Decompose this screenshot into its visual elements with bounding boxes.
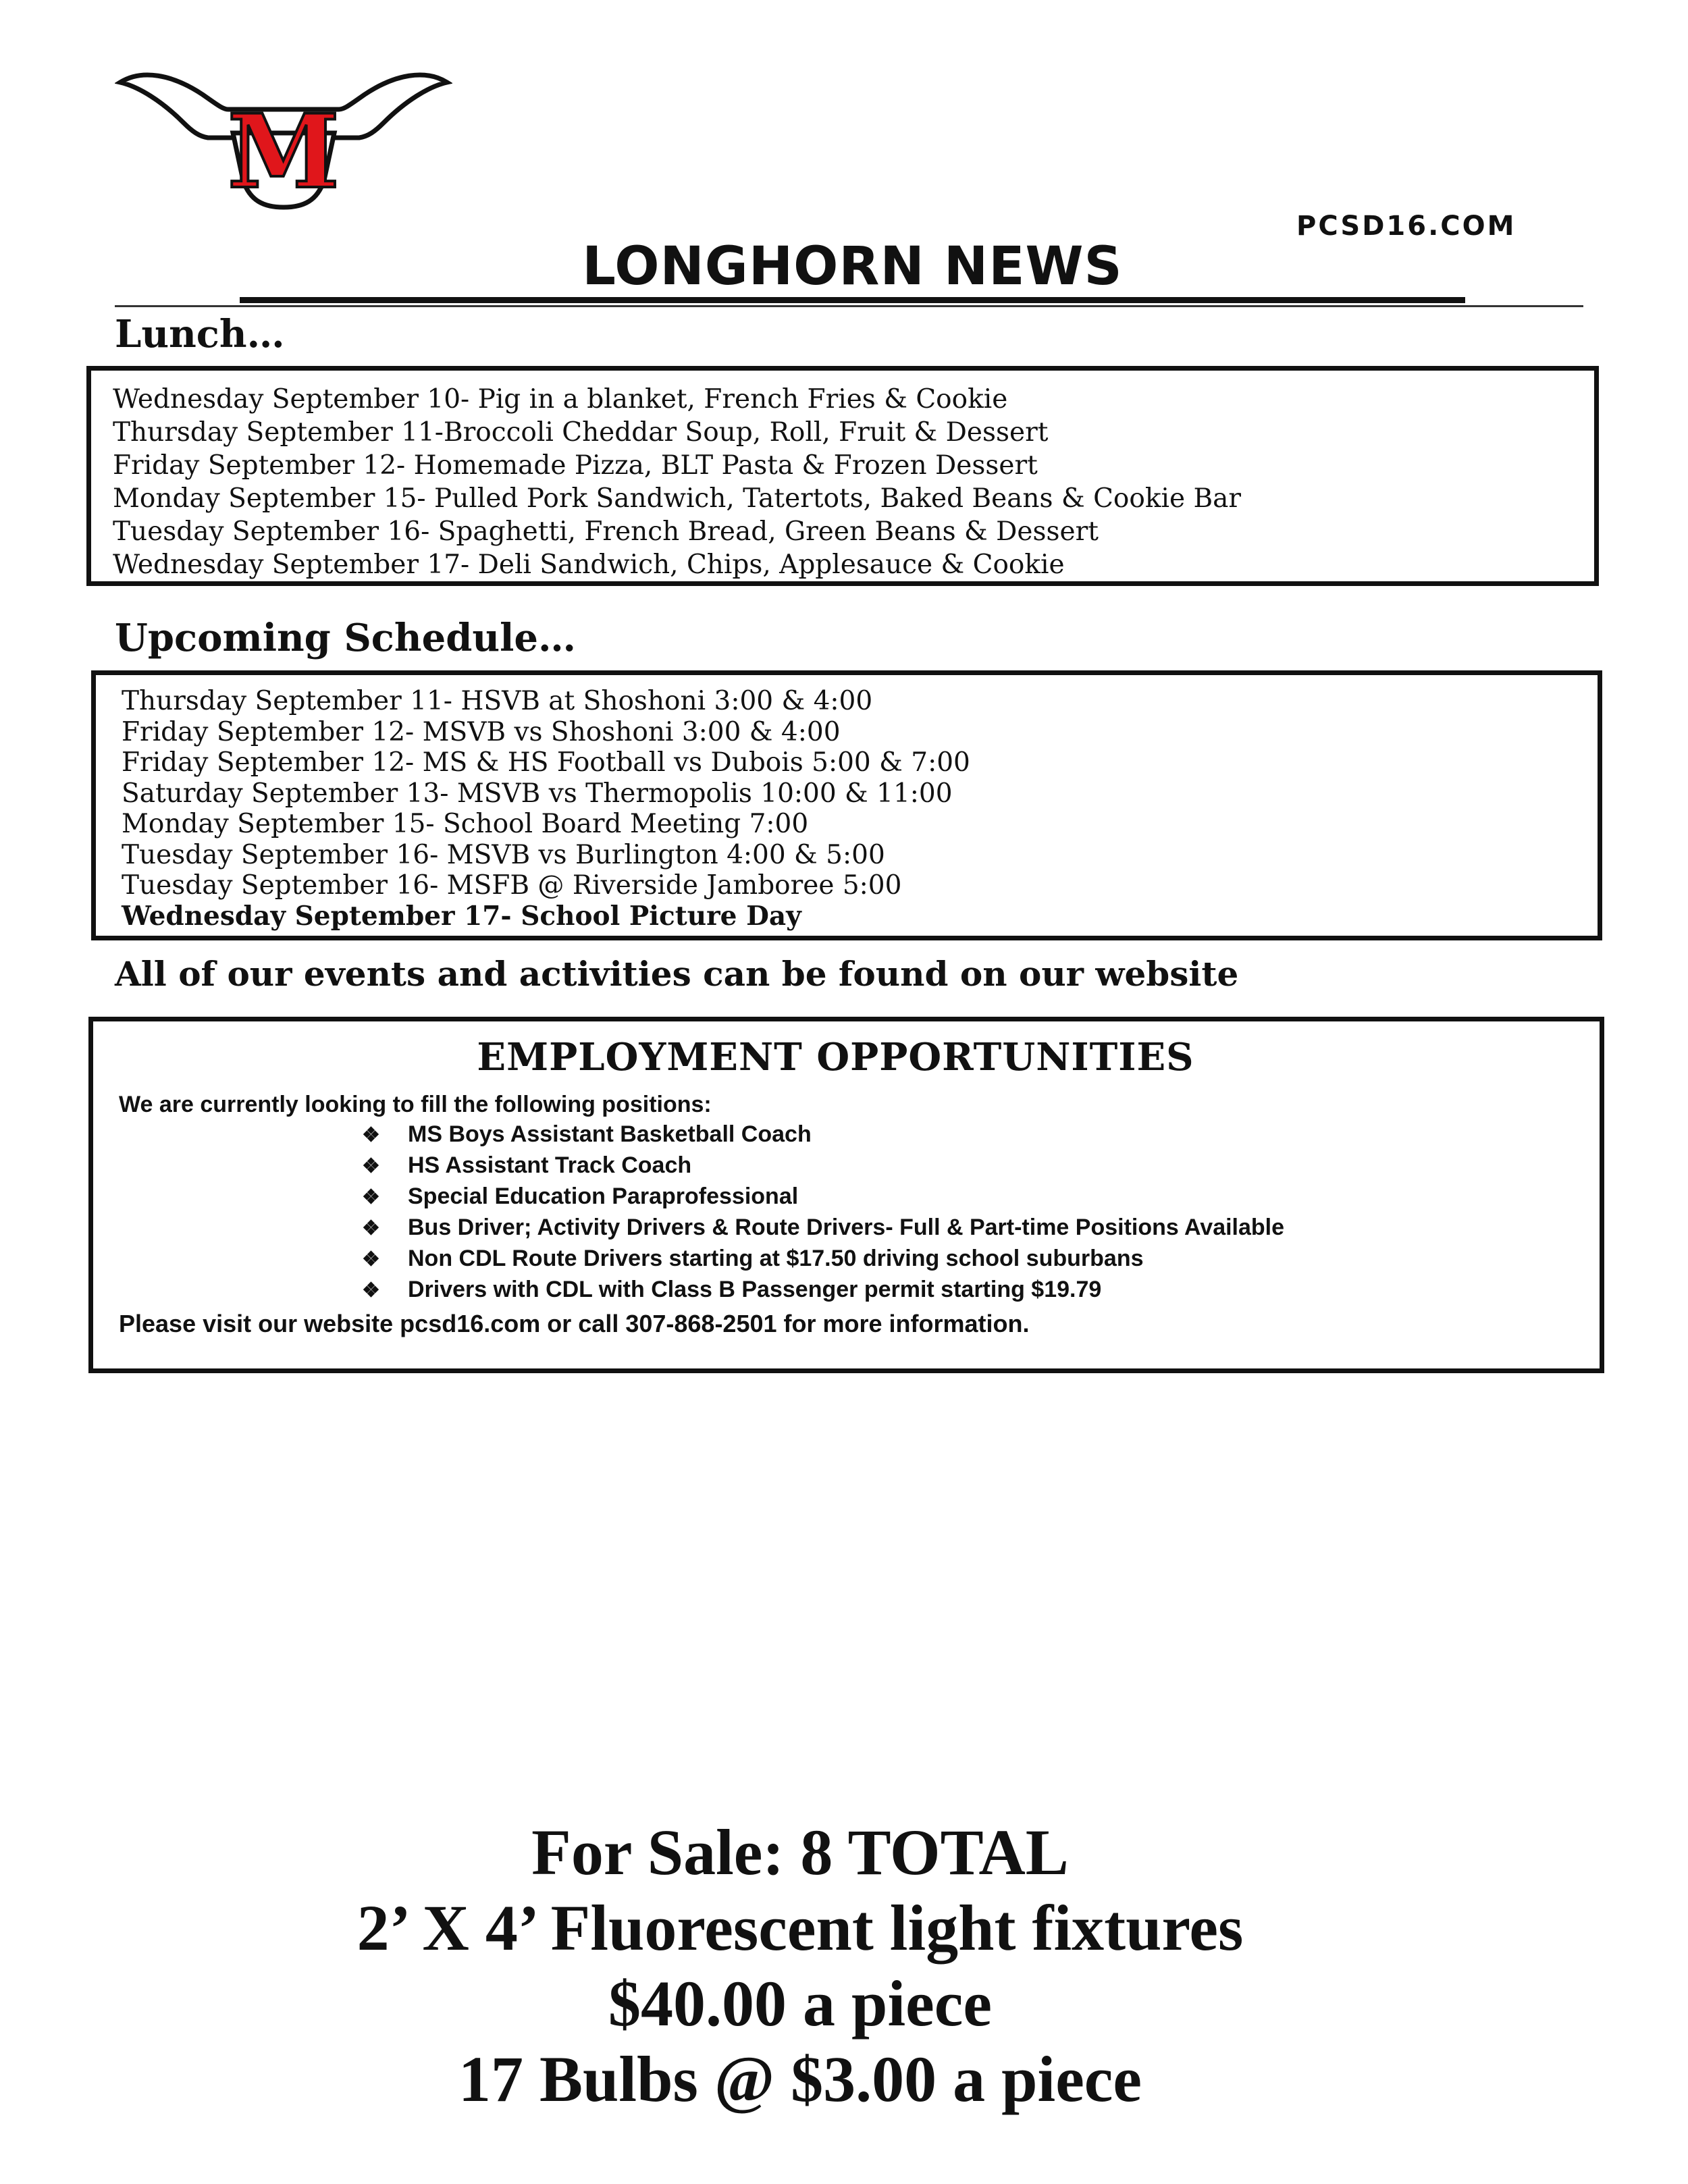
page-title: LONGHORN NEWS	[582, 236, 1123, 297]
schedule-item: Monday September 15- School Board Meeting 7:00	[122, 809, 809, 839]
schedule-item: Saturday September 13- MSVB vs Thermopolis 10:00 & 11:00	[122, 778, 953, 809]
position-label: Drivers with CDL with Class B Passenger permit starting $19.79	[408, 1277, 1102, 1302]
diamond-bullet-icon: ❖	[362, 1186, 380, 1208]
position-item	[362, 1213, 1579, 1244]
diamond-bullet-icon: ❖	[362, 1155, 380, 1177]
schedule-item: Friday September 12- MSVB vs Shoshoni 3:00 & 4:00	[122, 716, 841, 747]
sale-line-3: $40.00 a piece	[608, 1967, 992, 2040]
lunch-item: Monday September 15- Pulled Pork Sandwich, Tatertots, Baked Beans & Cookie Bar	[113, 483, 1242, 514]
position-label: HS Assistant Track Coach	[408, 1152, 692, 1178]
position-label: Non CDL Route Drivers starting at $17.50 driving school suburbans	[408, 1246, 1144, 1271]
sale-line-2: 2’ X 4’ Fluorescent light fixtures	[357, 1892, 1244, 1964]
lunch-box	[86, 366, 1599, 586]
sale-line-1: For Sale: 8 TOTAL	[531, 1816, 1069, 1888]
diamond-bullet-icon: ❖	[362, 1248, 380, 1271]
position-label: MS Boys Assistant Basketball Coach	[408, 1121, 812, 1147]
for-sale-notice	[0, 1815, 1600, 2117]
lunch-item: Wednesday September 17- Deli Sandwich, Chips, Applesauce & Cookie	[113, 550, 1065, 580]
schedule-item-highlight: Wednesday September 17- School Picture Day	[122, 900, 801, 932]
employment-box	[88, 1017, 1604, 1373]
position-item	[362, 1150, 1579, 1181]
position-item	[362, 1244, 1579, 1275]
lunch-item: Friday September 12- Homemade Pizza, BLT Pasta & Frozen Dessert	[113, 450, 1038, 481]
schedule-box	[91, 670, 1602, 940]
sale-line-4: 17 Bulbs @ $3.00 a piece	[458, 2043, 1142, 2115]
schedule-item: Thursday September 11- HSVB at Shoshoni 3:00 & 4:00	[122, 686, 873, 716]
diamond-bullet-icon: ❖	[362, 1279, 380, 1302]
title-underline	[240, 236, 1465, 303]
position-item	[362, 1181, 1579, 1213]
schedule-item: Friday September 12- MS & HS Football vs Dubois 5:00 & 7:00	[122, 747, 970, 778]
website-label: PCSD16.COM	[1296, 211, 1516, 242]
position-item	[362, 1275, 1579, 1306]
logo-letter: M	[227, 92, 340, 211]
schedule-heading: Upcoming Schedule…	[115, 616, 576, 660]
employment-contact: Please visit our website pcsd16.com or call 307-868-2501 for more information.	[119, 1310, 1030, 1337]
position-item	[362, 1119, 1579, 1150]
diamond-bullet-icon: ❖	[362, 1124, 380, 1146]
lunch-heading: Lunch…	[115, 312, 285, 356]
diamond-bullet-icon: ❖	[362, 1217, 380, 1240]
schedule-item: Tuesday September 16- MSVB vs Burlington 4:00 & 5:00	[122, 839, 885, 870]
schedule-item: Tuesday September 16- MSFB @ Riverside Jamboree 5:00	[122, 870, 902, 901]
lunch-item: Thursday September 11-Broccoli Cheddar Soup, Roll, Fruit & Dessert	[113, 417, 1049, 448]
lunch-item: Tuesday September 16- Spaghetti, French Bread, Green Beans & Dessert	[113, 516, 1099, 547]
position-label: Bus Driver; Activity Drivers & Route Drivers- Full & Part-time Positions Available	[408, 1215, 1285, 1240]
employment-intro: We are currently looking to fill the following positions:	[119, 1092, 712, 1117]
events-note: All of our events and activities can be found on our website	[115, 954, 1239, 994]
header-divider	[115, 305, 1583, 307]
longhorn-logo	[115, 62, 452, 211]
position-label: Special Education Paraprofessional	[408, 1183, 799, 1209]
lunch-item: Wednesday September 10- Pig in a blanket, French Fries & Cookie	[113, 384, 1008, 415]
employment-title: EMPLOYMENT OPPORTUNITIES	[477, 1035, 1194, 1080]
